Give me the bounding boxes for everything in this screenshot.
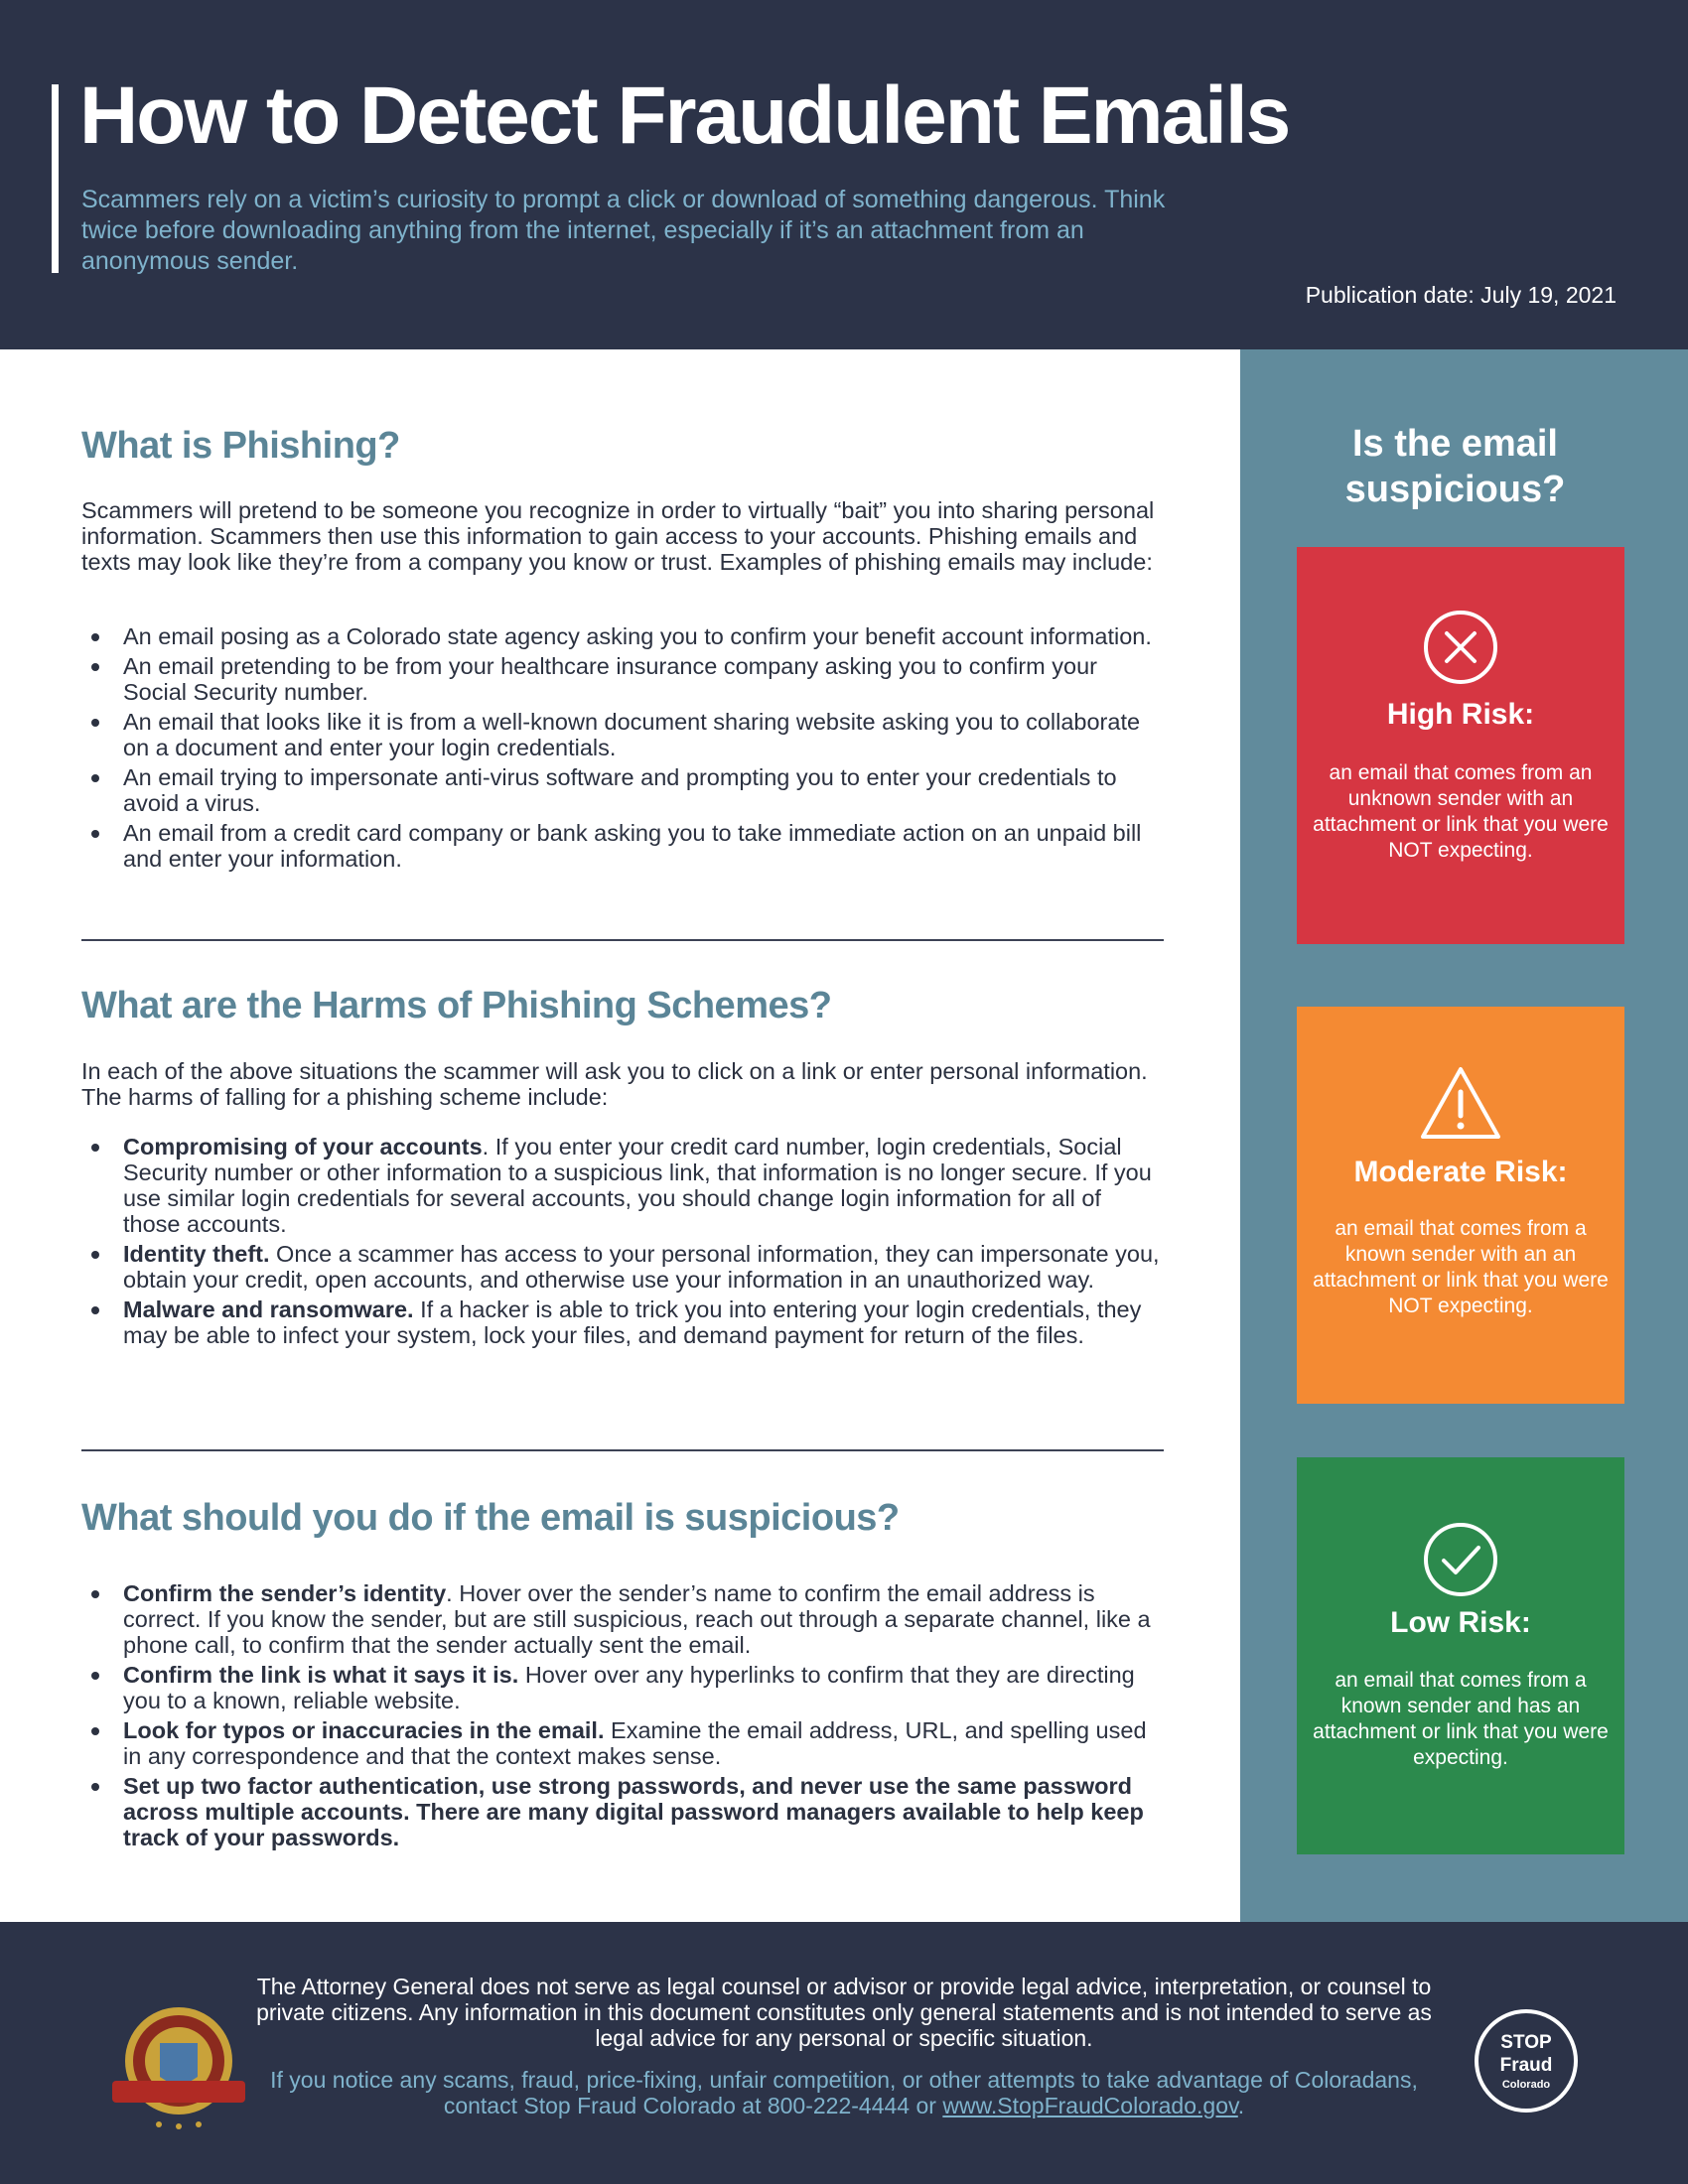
contact-text: If you notice any scams, fraud, price-fixing, unfair competition, or other attempts to take advantage of Coloradans, contact Stop Fraud Colorado at 800-222-4444 or [270, 2067, 1418, 2118]
list-item [81, 1241, 1164, 1293]
section-divider [81, 939, 1164, 941]
moderate-risk-card [1297, 1007, 1624, 1404]
warning-triangle-icon [1418, 1064, 1503, 1142]
item-text: Hover over any hyperlinks to confirm that they are directing you to a known, reliable website. [123, 1662, 1135, 1713]
high-risk-card [1297, 547, 1624, 944]
list-item [81, 1773, 1164, 1850]
low-risk-card [1297, 1457, 1624, 1854]
phishing-intro: Scammers will pretend to be someone you recognize in order to virtually “bait” you into sharing personal information. Scammers then use this information to gain access to your accounts. Phishing emails and texts may look like they’re from a company you know or trust. Examples of phishing emails may include: [81, 497, 1155, 575]
logo-line2: Fraud [1499, 2055, 1553, 2076]
sidebar-title: Is the email suspicious? [1344, 423, 1566, 510]
item-lead: Confirm the sender’s identity [123, 1580, 447, 1606]
item-text: . Hover over the sender’s name to confirm the email address is correct. If you know the sender, but are still suspicious, reach out through a separate channel, like a phone call, to confirm that the sender actually sent the email. [123, 1580, 1151, 1658]
header-banner [0, 0, 1688, 349]
stopfraud-link[interactable]: www.StopFraudColorado.gov [942, 2093, 1238, 2118]
item-lead: Identity theft. [123, 1241, 270, 1267]
list-item [81, 1297, 1164, 1348]
contact-info [253, 2067, 1435, 2118]
publication-date: Publication date: July 19, 2021 [1305, 282, 1617, 308]
phishing-examples-list [81, 623, 1164, 876]
logo-line3: Colorado [1501, 2079, 1551, 2091]
title-accent-bar [52, 84, 59, 273]
item-lead: Compromising of your accounts [123, 1134, 483, 1160]
item-text: . If you enter your credit card number, login credentials, Social Security number or other information to a suspicious link, that information is no longer secure. If you use similar login credentials for several accounts, you should change login information for all of those accounts. [123, 1134, 1152, 1237]
list-item [81, 1662, 1164, 1713]
risk-description: an email that comes from an unknown sender with an attachment or link that you were NOT expecting. [1313, 761, 1609, 862]
section-title-harms: What are the Harms of Phishing Schemes? [81, 985, 832, 1026]
x-circle-icon [1422, 609, 1499, 686]
item-text: Examine the email address, URL, and spelling used in any correspondence and that the context makes sense. [123, 1717, 1147, 1769]
risk-description: an email that comes from a known sender and has an attachment or link that you were expecting. [1313, 1669, 1609, 1769]
actions-list [81, 1580, 1164, 1854]
risk-description: an email that comes from a known sender with an an attachment or link that you were NOT expecting. [1313, 1217, 1609, 1317]
stop-fraud-colorado-logo [1472, 2006, 1581, 2116]
list-item [81, 1717, 1164, 1769]
harms-intro: In each of the above situations the scammer will ask you to click on a link or enter personal information. The harms of falling for a phishing scheme include: [81, 1058, 1148, 1110]
legal-disclaimer: The Attorney General does not serve as legal counsel or advisor or provide legal advice, interpretation, or counsel to private citizens. Any information in this document constitutes only general statements and is not intended to serve as legal advice for any personal or specific situation. [256, 1974, 1432, 2051]
footer [0, 1922, 1688, 2184]
item-lead: Confirm the link is what it says it is. [123, 1662, 519, 1688]
list-item: An email posing as a Colorado state agency asking you to confirm your benefit account information. [81, 623, 1164, 649]
item-lead: Malware and ransomware. [123, 1297, 414, 1322]
list-item [81, 1580, 1164, 1658]
list-item: An email from a credit card company or bank asking you to take immediate action on an unpaid bill and enter your information. [81, 820, 1164, 872]
risk-sidebar [1240, 349, 1688, 1922]
item-lead: Set up two factor authentication, use strong passwords, and never use the same password across multiple accounts. There are many digital password managers available to help keep track of your passwords. [123, 1773, 1144, 1850]
list-item: An email trying to impersonate anti-virus software and prompting you to enter your credentials to avoid a virus. [81, 764, 1164, 816]
risk-title: Low Risk: [1390, 1606, 1531, 1639]
list-item: An email that looks like it is from a well-known document sharing website asking you to collaborate on a document and enter your login credentials. [81, 709, 1164, 760]
page-subtitle: Scammers rely on a victim’s curiosity to prompt a click or download of something dangerous. Think twice before downloading anything from the internet, especially if it’s an attachment from an anonymous sender. [81, 186, 1166, 275]
section-title-phishing: What is Phishing? [81, 425, 400, 467]
page-title: How to Detect Fraudulent Emails [79, 70, 1290, 161]
harms-list [81, 1134, 1164, 1352]
check-circle-icon [1422, 1521, 1499, 1598]
item-text: If a hacker is able to trick you into entering your login credentials, they may be able to infect your system, lock your files, and demand payment for return of the files. [123, 1297, 1142, 1348]
section-title-actions: What should you do if the email is suspicious? [81, 1497, 900, 1539]
contact-suffix: . [1237, 2093, 1245, 2118]
section-divider [81, 1449, 1164, 1451]
item-text: Once a scammer has access to your personal information, they can impersonate you, obtain your credit, open accounts, and otherwise use your information in an unauthorized way. [123, 1241, 1160, 1293]
risk-title: Moderate Risk: [1353, 1156, 1568, 1188]
list-item: An email pretending to be from your healthcare insurance company asking you to confirm your Social Security number. [81, 653, 1164, 705]
logo-line1: STOP [1500, 2032, 1552, 2053]
item-lead: Look for typos or inaccuracies in the email. [123, 1717, 605, 1743]
risk-title: High Risk: [1386, 698, 1535, 731]
list-item [81, 1134, 1164, 1237]
attorney-general-seal [104, 1999, 253, 2138]
